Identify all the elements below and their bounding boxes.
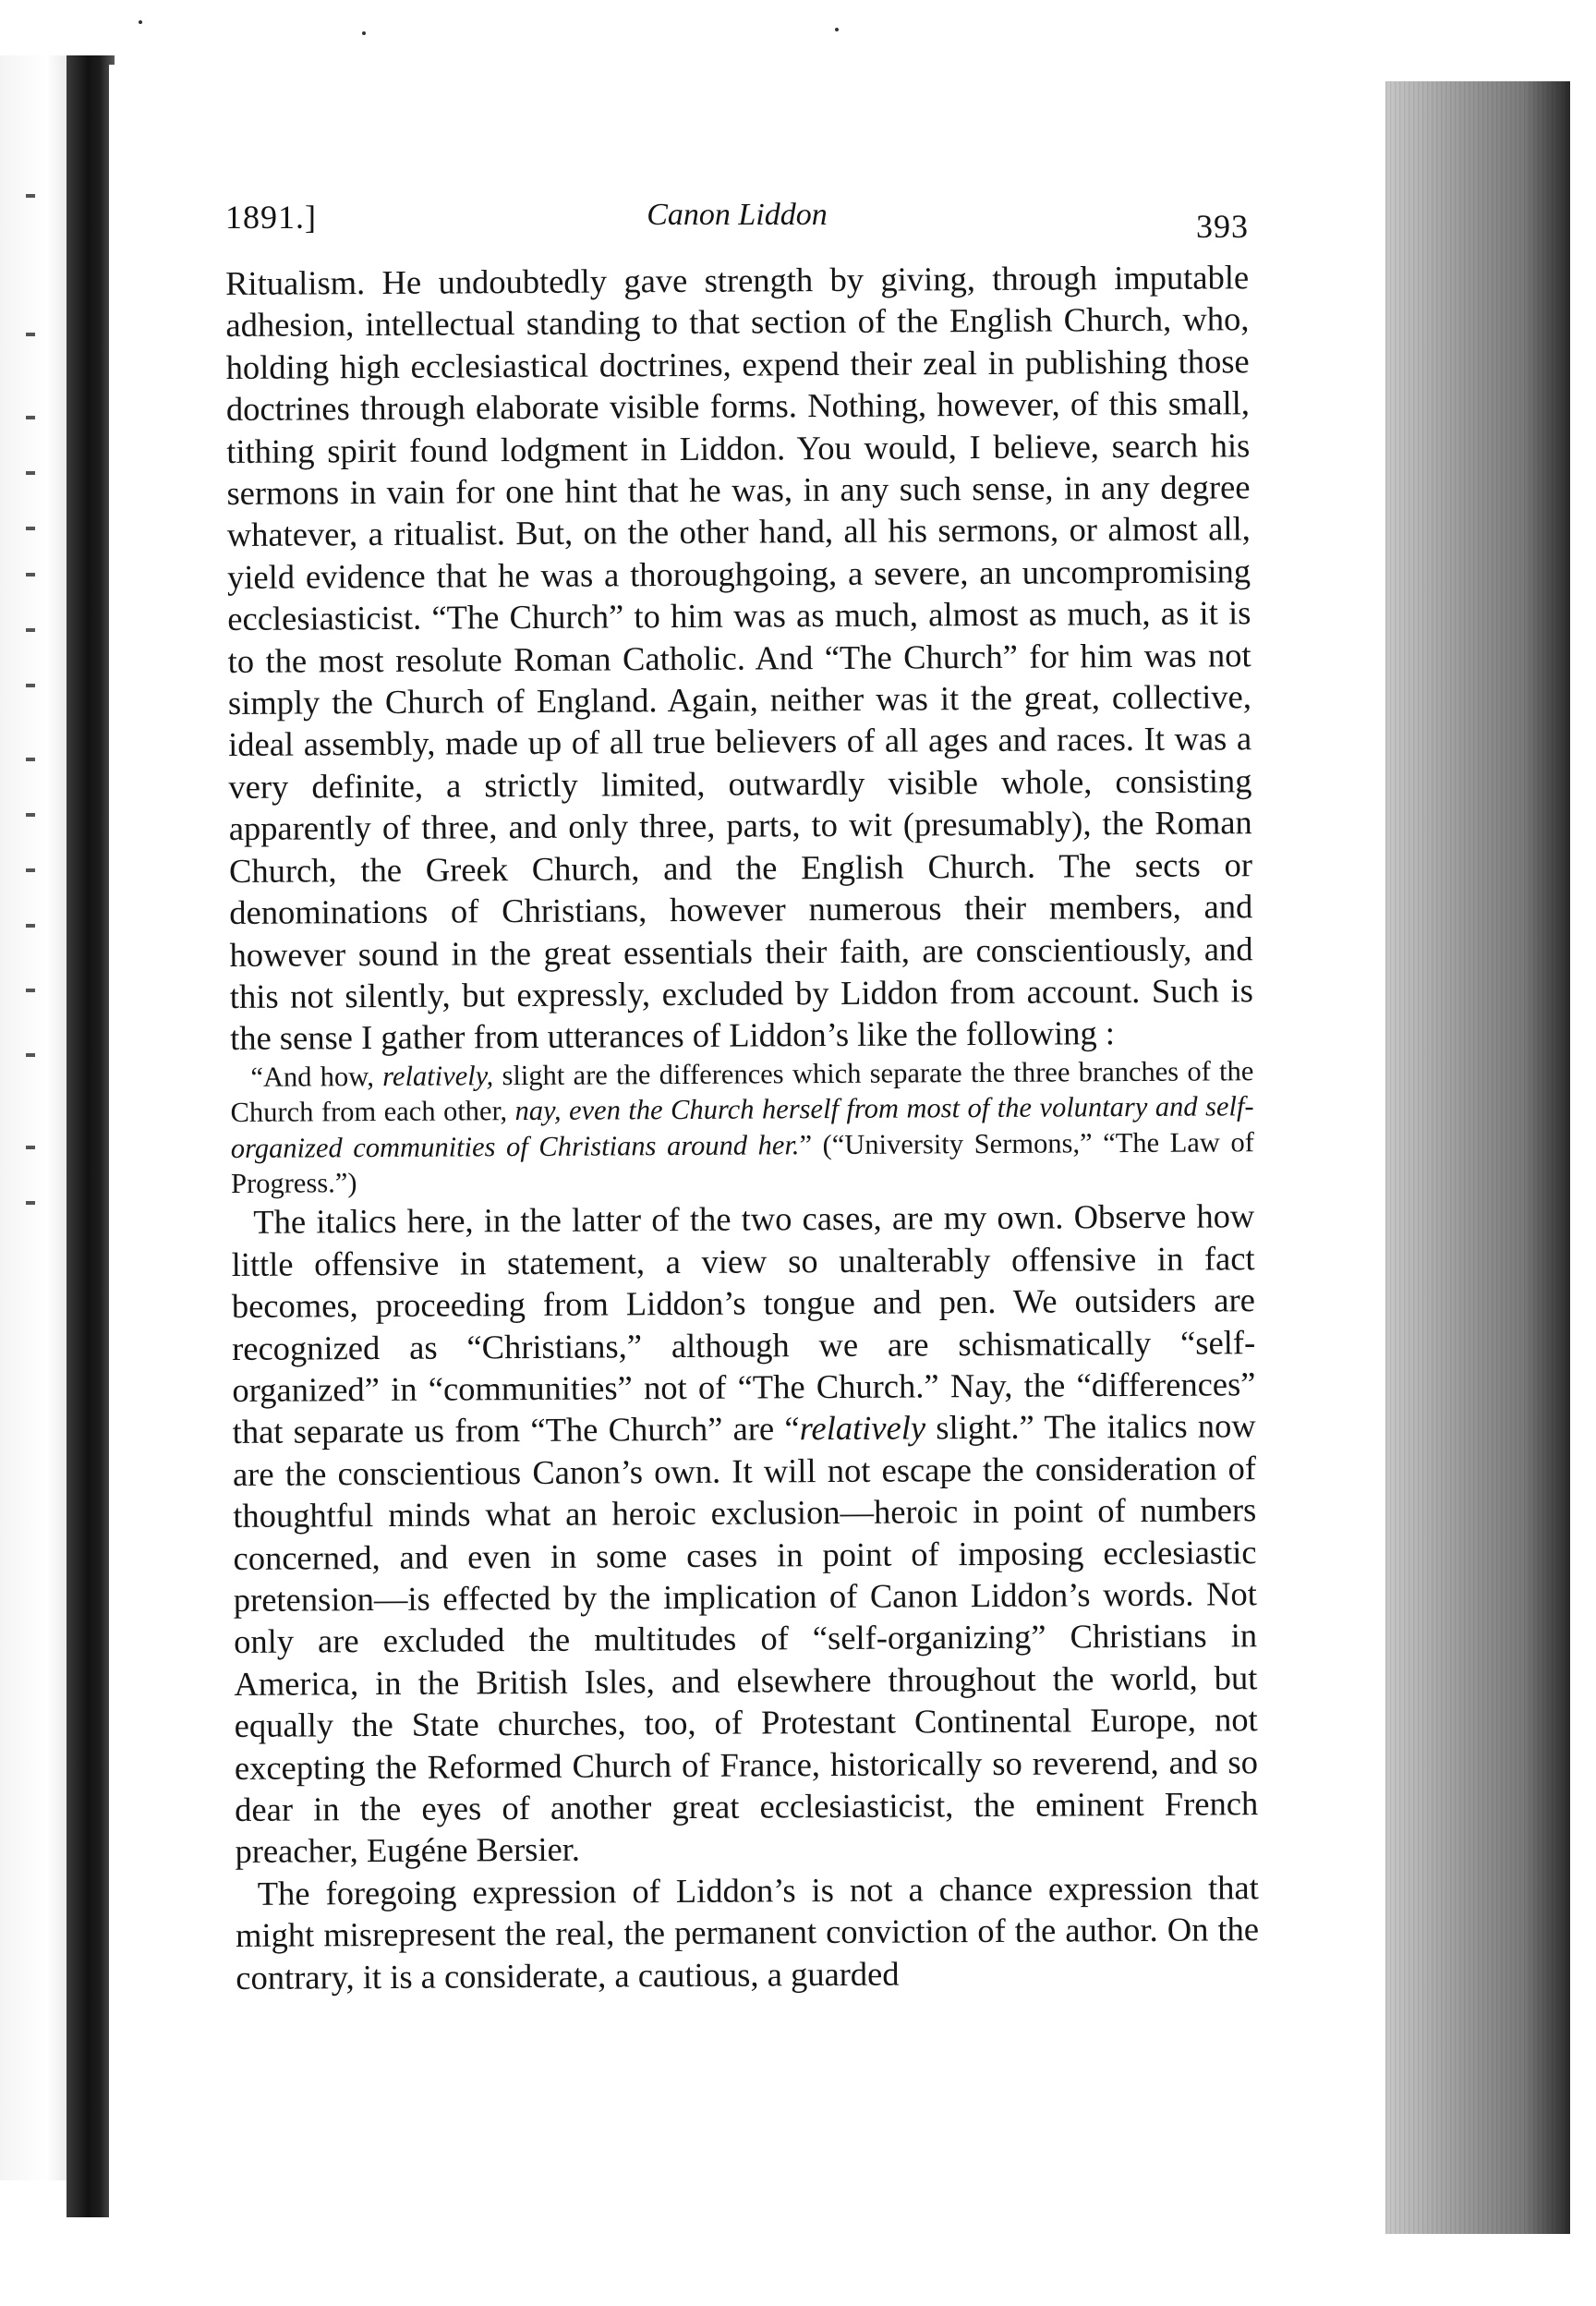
- page-block-edge: [1385, 81, 1570, 2234]
- header-title: Canon Liddon: [647, 198, 828, 232]
- paragraph-3: The foregoing expression of Liddon’s is not a chance expression that might misrepresent the real, the permanent conviction of the author. On the contrary, it is a considerate, a cautious, a guarded: [235, 1868, 1260, 1997]
- header-date: 1891.]: [225, 199, 317, 236]
- quote-italic-1: relatively,: [382, 1059, 494, 1092]
- block-quote: [230, 1053, 1254, 1201]
- running-header: [225, 185, 1249, 249]
- scan-dust: [0, 0, 1596, 55]
- paragraph-2-italic: relatively: [799, 1408, 926, 1448]
- quote-open: “And how,: [250, 1060, 383, 1093]
- quote-citation: ” (“University Sermons,” “The Law of Progress.”): [230, 1125, 1254, 1199]
- page-number: 393: [1196, 208, 1249, 245]
- book-gutter: [66, 55, 115, 2217]
- paragraph-2: [231, 1195, 1258, 1873]
- quote-italic-2: nay, even the Church herself from most of the voluntary and self-organized communities of Christians around her.: [230, 1090, 1254, 1164]
- quote-middle: slight are the differences which separate the three branches of the Church from each other,: [230, 1054, 1254, 1129]
- page-body: [225, 256, 1259, 1998]
- paragraph-2-start: The italics here, in the latter of the two cases, are my own. Observe how little offensive in statement, a view so unalterably offensive in fact becomes, proceeding from Liddon’s tongue and pen. We outsiders are recognized as “Christians,” although we are schismatically “self-organized” in “communities” not of “The Church.” Nay, the “differences” that separate us from “The Church” are “: [231, 1196, 1256, 1451]
- paragraph-1: Ritualism. He undoubtedly gave strength by giving, through imputable adhesion, intellectual standing to that section of the English Church, who, holding high ecclesiastical doctrines, expend their zeal in publishing those doctrines through elaborate visible forms. Nothing, however, of this small, tithing spirit found lodgment in Liddon. You would, I believe, search his sermons in vain for one hint that he was, in any such sense, in any degree whatever, a ritualist. But, on the other hand, all his sermons, or almost all, yield evidence that he was a thoroughgoing, a severe, an uncompromising ecclesiasticist. “The Church” to him was as much, almost as much, as it is to the most resolute Roman Catholic. And “The Church” for him was not simply the Church of England. Again, neither was it the great, collective, ideal assembly, made up of all true believers of all ages and races. It was a very definite, a strictly limited, outwardly visible whole, consisting apparently of three, and only three, parts, to wit (presumably), the Roman Church, the Greek Church, and the English Church. The sects or denominations of Christians, however numerous their members, and however sound in the great essentials their faith, are conscientiously, and this not silently, but expressly, excluded by Liddon from account. Such is the sense I gather from utterances of Liddon’s like the following :: [225, 258, 1253, 1058]
- paragraph-2-end: slight.” The italics now are the conscientious Canon’s own. It will not escape the consideration of thoughtful minds what an heroic exclusion—heroic in point of numbers concerned, and even in some cases in point of imposing ecclesiastic pretension—is effected by the implication of Canon Liddon’s words. Not only are excluded the multitudes of “self-organizing” Christians in America, in the British Isles, and elsewhere throughout the world, but equally the State churches, too, of Protestant Continental Europe, not excepting the Reformed Church of France, historically so reverend, and so dear in the eyes of another great ecclesiasticist, the eminent French preacher, Eugéne Bersier.: [232, 1406, 1259, 1871]
